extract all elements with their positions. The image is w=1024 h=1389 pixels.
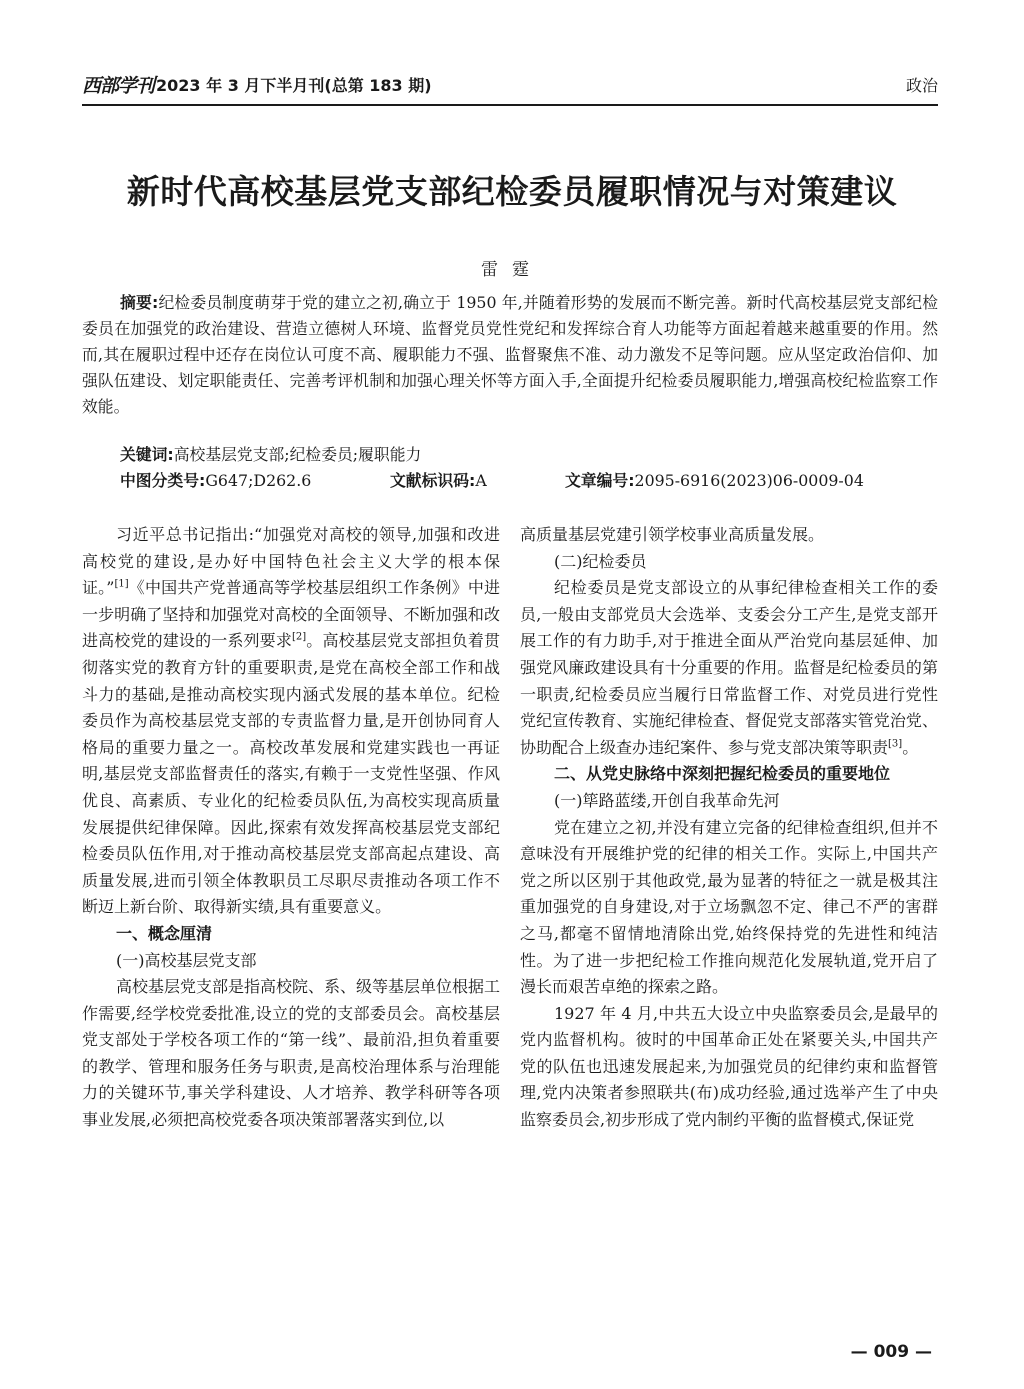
article-no-item <box>565 468 864 494</box>
doc-code-value: A <box>475 471 487 490</box>
abstract-text: 纪检委员制度萌芽于党的建立之初,确立于 1950 年,并随着形势的发展而不断完善。新时代高校基层党支部纪检委员在加强党的政治建设、营造立德树人环境、监督党员党性党纪和发挥综合育人功能等方面起着越来越重要的作用。然而,其在履职过程中还存在岗位认可度不高、履职能力不强、监督聚焦不准、动力激发不足等问题。应从坚定政治信仰、加强队伍建设、划定职能责任、完善考评机制和加强心理关怀等方面入手,全面提升纪检委员履职能力,增强高校纪检监察工作效能。 <box>82 293 938 416</box>
header-left <box>82 71 432 98</box>
section-heading-2: 二、从党史脉络中深刻把握纪检委员的重要地位 <box>554 764 891 784</box>
committee-text: 纪检委员是党支部设立的从事纪律检查相关工作的委员,一般由支部党员大会选举、支委会分工产生,是党支部开展工作的有力助手,对于推进全面从严治党向基层延伸、加强党风廉政建设具有十分重要的作用。监督是纪检委员的第一职责,纪检委员应当履行日常监督工作、对党员进行党性党纪宣传教育、实施纪律检查、督促党支部落实管党治党、协助配合上级查办违纪案件、参与党支部决策等职责 <box>520 578 938 757</box>
citation-3: [3] <box>888 738 903 750</box>
left-column <box>82 522 500 1134</box>
committee-text-end: 。 <box>902 737 919 757</box>
abstract-label: 摘要: <box>120 293 159 312</box>
intro-text-a: 习近平总书记指出:“加强党对高校的领导,加强和改进高校党的建设,是办好中国特色社会主义大学的根本保证。” <box>82 525 500 598</box>
citation-2: [2] <box>291 632 307 644</box>
abstract <box>82 290 938 420</box>
running-header <box>82 70 938 106</box>
classification-row <box>120 468 938 494</box>
page-number: — 009 — <box>850 1342 932 1362</box>
subsection-heading-2-1: (一)筚路蓝缕,开创自我革命先河 <box>554 790 780 810</box>
paragraph-history-1: 党在建立之初,并没有建立完备的纪律检查组织,但并不意味没有开展维护党的纪律的相关工作。实际上,中国共产党之所以区别于其他政党,最为显著的特征之一就是极其注重加强党的自身建设,对于立场飘忽不定、律己不严的害群之马,都毫不留情地清除出党,始终保持党的先进性和纯洁性。为了进一步把纪检工作推向规范化发展轨道,党开启了漫长而艰苦卓绝的探索之路。 <box>520 817 938 997</box>
doc-code-label: 文献标识码: <box>390 471 476 490</box>
subsection-heading-1-1: (一)高校基层党支部 <box>116 950 257 970</box>
intro-text-c: 。高校基层党支部担负着贯彻落实党的教育方针的重要职责,是党在高校全部工作和战斗力的基础,是推动高校实现内涵式发展的基本单位。纪检委员作为高校基层党支部的专责监督力量,是开创协同育人格局的重要力量之一。高校改革发展和党建实践也一再证明,基层党支部监督责任的落实,有赖于一支党性坚强、作风优良、高素质、专业化的纪检委员队伍,为高校实现高质量发展提供纪律保障。因此,探索有效发挥高校基层党支部纪检委员队伍作用,对于推动高校基层党支部高起点建设、高质量发展,进而引领全体教职员工尽职尽责推动各项工作不断迈上新台阶、取得新实绩,具有重要意义。 <box>82 631 500 917</box>
clc-item <box>120 468 311 494</box>
article-no-label: 文章编号: <box>565 471 635 490</box>
author-name: 雷霆 <box>481 260 543 280</box>
paragraph-committee-member <box>520 575 938 761</box>
doc-code-item <box>390 468 487 494</box>
clc-value: G647;D262.6 <box>205 471 312 490</box>
keywords-line <box>120 442 421 468</box>
clc-label: 中图分类号: <box>120 471 206 490</box>
right-column <box>520 522 938 1134</box>
article-no-value: 2095-6916(2023)06-0009-04 <box>634 471 864 490</box>
paragraph-continued: 高质量基层党建引领学校事业高质量发展。 <box>520 525 825 544</box>
issue-info: 2023 年 3 月下半月刊(总第 183 期) <box>156 75 432 95</box>
keywords-text: 高校基层党支部;纪检委员;履职能力 <box>173 445 422 464</box>
keywords-label: 关键词: <box>120 445 174 464</box>
article-title: 新时代高校基层党支部纪检委员履职情况与对策建议 <box>126 172 898 211</box>
paragraph-branch-definition: 高校基层党支部是指高校院、系、级等基层单位根据工作需要,经学校党委批准,设立的党的支部委员会。高校基层党支部处于学校各项工作的“第一线”、最前沿,担负着重要的教学、管理和服务任务与职责,是高校治理体系与治理能力的关键环节,事关学科建设、人才培养、教学科研等各项事业发展,必须把高校党委各项决策部署落实到位,以 <box>82 977 501 1130</box>
subsection-heading-1-2: (二)纪检委员 <box>554 551 647 571</box>
section-heading-1: 一、概念厘清 <box>116 923 213 943</box>
section-name: 政治 <box>905 75 938 95</box>
citation-1: [1] <box>114 578 129 590</box>
intro-text-b: 《中国共产党普通高等学校基层组织工作条例》中进一步明确了坚持和加强党对高校的全面领导、不断加强和改进高校党的建设的一系列要求 <box>82 578 500 651</box>
intro-paragraph <box>82 522 500 921</box>
journal-logo: 西部学刊 <box>82 74 155 97</box>
paragraph-history-2: 1927 年 4 月,中共五大设立中央监察委员会,是最早的党内监督机构。彼时的中国革命正处在紧要关头,中国共产党的队伍也迅速发展起来,为加强党员的纪律约束和监督管理,党内决策者参照联共(布)成功经验,通过选举产生了中央监察委员会,初步形成了党内制约平衡的监督模式,保证党 <box>520 1003 938 1130</box>
